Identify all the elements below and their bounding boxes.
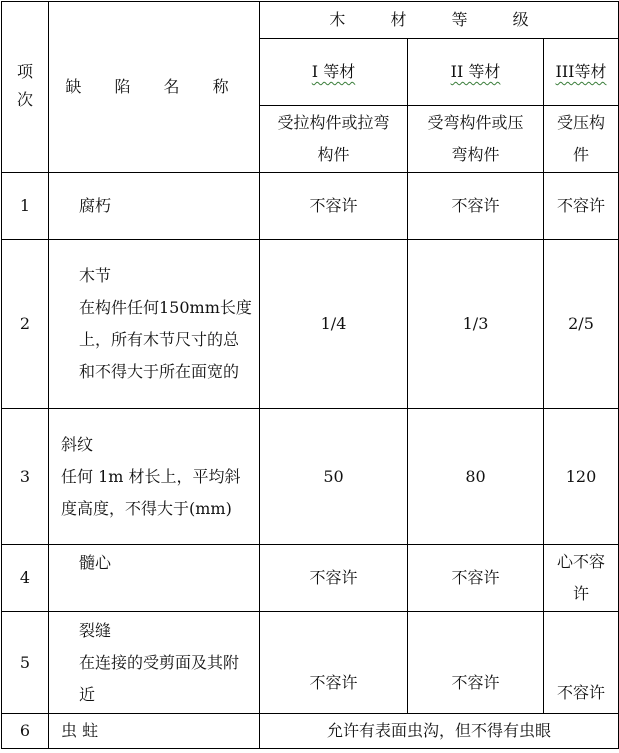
defect-description: 任何 1m 材长上，平均斜度高度，不得大于(mm) — [61, 466, 241, 518]
header-grade3: III等材 — [544, 39, 619, 106]
row-index: 3 — [2, 409, 49, 545]
header-grade1: I 等材 — [260, 39, 408, 106]
table-row — [2, 409, 619, 545]
grade2-value: 不容许 — [408, 612, 544, 714]
defect-description: 在连接的受剪面及其附近 — [79, 652, 240, 704]
grade2-value: 1/3 — [408, 240, 544, 409]
grade3-value: 不容许 — [544, 612, 619, 714]
grade1-value: 不容许 — [260, 173, 408, 240]
grade1-value: 不容许 — [260, 612, 408, 714]
grade3-value: 2/5 — [544, 240, 619, 409]
row-index: 2 — [2, 240, 49, 409]
header-index: 项次 — [2, 2, 49, 173]
grade2-value: 不容许 — [408, 545, 544, 612]
defect-title: 虫 蛀 — [49, 714, 260, 749]
defect-cell — [49, 240, 260, 409]
merged-value: 允许有表面虫沟，但不得有虫眼 — [260, 714, 619, 749]
defect-title: 裂缝 — [79, 620, 112, 640]
table-row — [2, 714, 619, 749]
defect-cell — [49, 612, 260, 714]
grade3-value: 心不容许 — [544, 545, 619, 612]
grade1-value: 50 — [260, 409, 408, 545]
defect-cell — [49, 409, 260, 545]
header-row-1 — [2, 2, 619, 39]
defect-title: 髓心 — [49, 545, 260, 612]
grade1-value: 不容许 — [260, 545, 408, 612]
grade2-value: 不容许 — [408, 173, 544, 240]
defect-title: 木节 — [79, 266, 112, 285]
defect-title: 斜纹 — [61, 434, 94, 454]
defect-title: 腐朽 — [49, 173, 260, 240]
grade3-value: 不容许 — [544, 173, 619, 240]
header-grade2: II 等材 — [408, 39, 544, 106]
header-grade3-use: 受压构件 — [544, 106, 619, 173]
defect-description: 在构件任何150mm长度上，所有木节尺寸的总和不得大于所在面宽的 — [79, 298, 252, 381]
table-row — [2, 240, 619, 409]
grade3-value: 120 — [544, 409, 619, 545]
header-grade1-use: 受拉构件或拉弯构件 — [260, 106, 408, 173]
header-defect-name: 缺 陷 名 称 — [49, 2, 260, 173]
header-grade-group: 木 材 等 级 — [260, 2, 619, 39]
row-index: 1 — [2, 173, 49, 240]
grade2-value: 80 — [408, 409, 544, 545]
row-index: 5 — [2, 612, 49, 714]
table-row — [2, 545, 619, 612]
table-row — [2, 173, 619, 240]
row-index: 4 — [2, 545, 49, 612]
timber-grade-table — [1, 1, 619, 749]
header-grade2-use: 受弯构件或压弯构件 — [408, 106, 544, 173]
grade1-value: 1/4 — [260, 240, 408, 409]
row-index: 6 — [2, 714, 49, 749]
table-row — [2, 612, 619, 714]
